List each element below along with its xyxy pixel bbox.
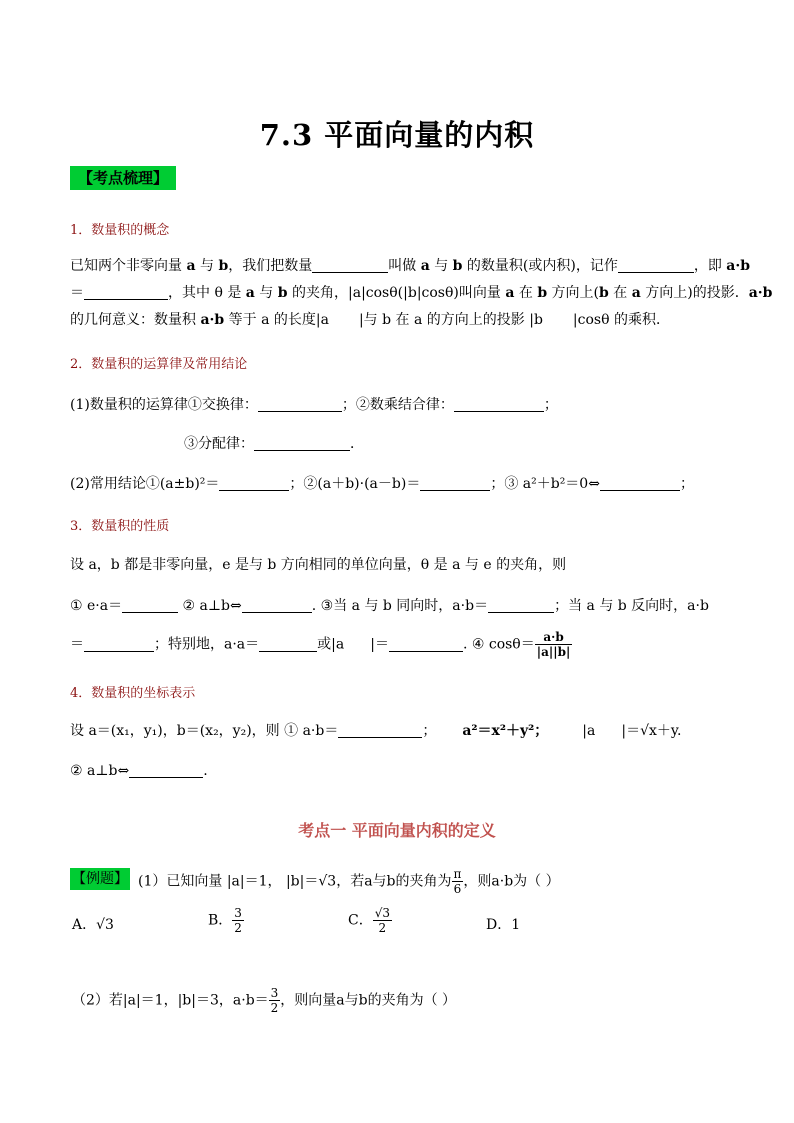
blank[interactable]: [219, 475, 289, 491]
blank[interactable]: [122, 597, 178, 613]
blank[interactable]: [312, 257, 388, 273]
example-q2: （2）若|a|＝1，|b|＝3，a·b＝ $\frac{3}{2}$ ，则向量a与b的夹角为（ ）: [72, 986, 457, 1015]
blank[interactable]: [242, 597, 312, 613]
page-title: 7.3 平面向量的内积: [259, 118, 535, 152]
section-2-heading: 2．数量积的运算律及常用结论: [70, 357, 248, 372]
blank[interactable]: [600, 475, 680, 491]
blank[interactable]: [420, 475, 490, 491]
section-1-heading: 1．数量积的概念: [70, 223, 170, 238]
option-c[interactable]: C． $\frac{√3}{2}$: [348, 906, 390, 935]
blank[interactable]: [389, 636, 463, 652]
s2-line2: ③分配律： ．: [184, 436, 364, 452]
example-tag: 【例题】: [70, 868, 130, 890]
blank[interactable]: [258, 396, 342, 412]
blank[interactable]: [618, 257, 694, 273]
s2-line1: (1)数量积的运算律①交换律： ；②数乘结合律： ；: [70, 397, 558, 413]
section-4-heading: 4．数量积的坐标表示: [70, 686, 196, 701]
section-tag: 【考点梳理】: [70, 166, 176, 190]
blank[interactable]: [454, 396, 544, 412]
s1-line2: ＝ ，其中 θ 是 a 与 b 的夹角，|a|cosθ(|b|cosθ)叫向量 a 在 b 方向上(b 在 a 方向上)的投影．a·b: [70, 285, 773, 301]
blank[interactable]: [84, 636, 154, 652]
section-3-heading: 3．数量积的性质: [70, 519, 170, 534]
blank[interactable]: [338, 722, 422, 738]
option-a[interactable]: A．√3: [72, 917, 114, 933]
option-d[interactable]: D．1: [486, 917, 521, 933]
s4-line2: ② a⊥b⇔ .: [70, 763, 208, 779]
s2-line3: (2)常用结论①(a±b)²＝ ；②(a＋b)·(a－b)＝ ；③ a²＋b²＝0⇔ ；: [70, 476, 694, 492]
blank[interactable]: [488, 597, 554, 613]
s3-line3: ＝ ；特别地，a·a＝ 或|a |＝ . ④ cosθ＝ $\frac{a\cdot b}{|a||b|}$: [70, 630, 571, 659]
kaodian-heading: 考点一 平面向量内积的定义: [298, 821, 496, 840]
s3-line2: ① e·a＝ ② a⊥b⇔ . ③当 a 与 b 同向时，a·b＝ ；当 a 与 b 反向时，a·b: [70, 598, 709, 614]
blank[interactable]: [254, 435, 350, 451]
blank[interactable]: [129, 762, 203, 778]
s1-line1: 已知两个非零向量 a 与 b，我们把数量 叫做 a 与 b 的数量积(或内积)，记作 ，即 a·b: [70, 258, 751, 274]
s4-line1: 设 a＝(x₁，y₁)，b＝(x₂，y₂)，则 ① a·b＝ ； a²＝x²＋y²； |a |＝√x＋y.: [70, 723, 682, 739]
blank[interactable]: [259, 636, 317, 652]
s1-line3: 的几何意义：数量积 a·b 等于 a 的长度|a |与 b 在 a 的方向上的投影 |b |cosθ 的乘积．: [70, 312, 670, 328]
s3-line1: 设 a，b 都是非零向量，e 是与 b 方向相同的单位向量，θ 是 a 与 e 的夹角，则: [70, 557, 567, 573]
blank[interactable]: [84, 284, 168, 300]
cos-fraction: $\frac{a\cdot b}{|a||b|}$: [536, 630, 571, 659]
option-b[interactable]: B． $\frac{3}{2}$: [208, 906, 242, 935]
example-q1: (1）已知向量 |a|＝1， |b|＝√3，若a与b的夹角为 $\frac{\pi}{6}$ ，则a·b为（ ）: [138, 867, 560, 896]
